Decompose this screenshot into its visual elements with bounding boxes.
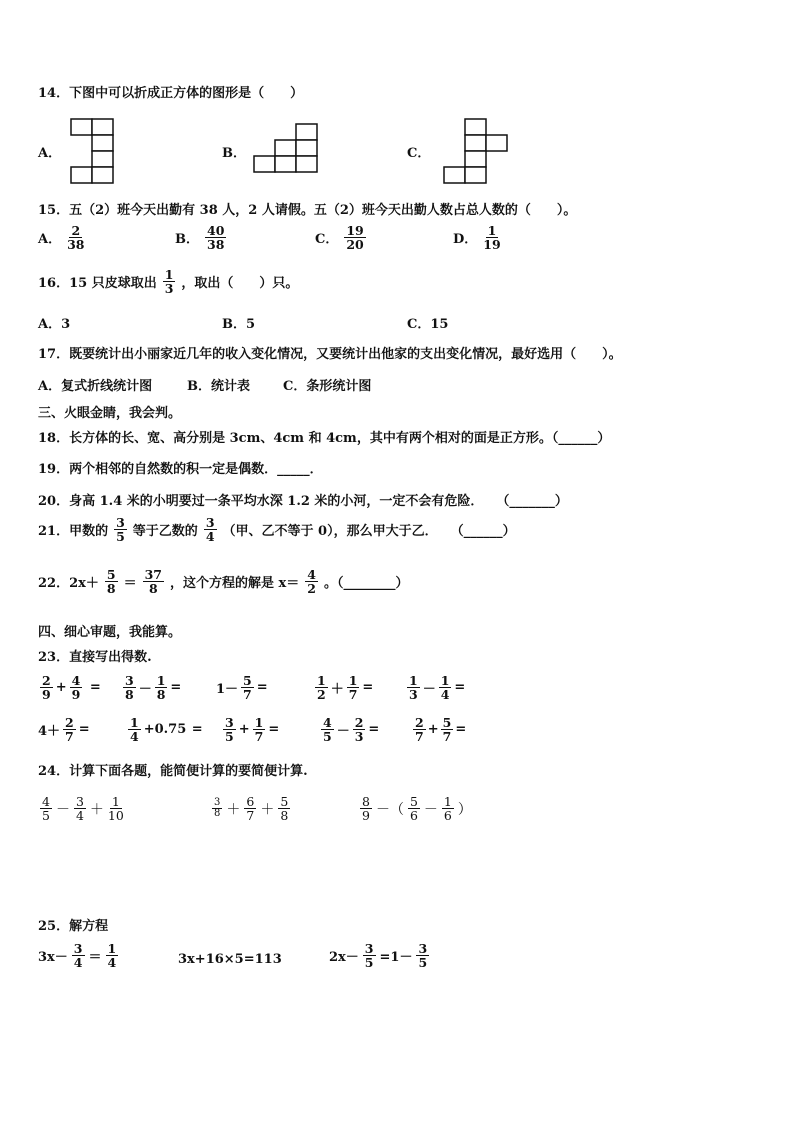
q23-item-8 [221, 716, 279, 743]
question-15-stem: 15．五（2）班今天出勤有 38 人，2 人请假。五（2）班今天出勤人数占总人数的（ ）。 [38, 203, 577, 218]
fraction [278, 795, 290, 822]
operator: － [138, 682, 152, 698]
stem-post: 。（________） [324, 576, 409, 592]
q23-item-9 [319, 716, 379, 743]
numerator: 1 [107, 941, 117, 956]
numerator: 3 [225, 715, 234, 730]
equals-sign: = [268, 722, 280, 738]
denominator: 8 [156, 687, 166, 703]
fraction [315, 674, 328, 701]
option-label: C． [315, 232, 339, 248]
denominator: 8 [148, 581, 158, 597]
denominator: 7 [415, 729, 424, 745]
numerator: 1 [164, 267, 174, 282]
option-label: B． [175, 232, 199, 248]
fraction [114, 516, 127, 543]
denominator: 3 [409, 687, 418, 703]
question-20: 20．身高 1.4 米的小明要过一条平均水深 1.2 米的小河，一定不会有危险． （_______） [38, 494, 568, 509]
fraction [241, 674, 254, 701]
denominator: 4 [130, 729, 139, 745]
numerator: 1 [487, 223, 497, 238]
q16-option-a: A．3 [38, 317, 71, 332]
fraction [321, 716, 334, 743]
denominator: 4 [75, 808, 84, 824]
operator: + [55, 680, 67, 696]
denominator: 5 [418, 955, 428, 971]
stem-pre: 22．2x＋ [38, 576, 99, 592]
fraction [363, 942, 376, 969]
operator: －（ [375, 801, 404, 818]
numerator: 2 [415, 715, 424, 730]
denominator: 8 [214, 808, 221, 820]
question-19: 19．两个相邻的自然数的积一定是偶数．_____． [38, 462, 323, 477]
equals-sign: = [362, 680, 374, 696]
section-3-heading: 三、火眼金睛，我会判。 [38, 406, 182, 421]
fraction [108, 795, 124, 822]
equals-sign: ＝ [123, 576, 137, 592]
equals-sign: = [187, 722, 203, 738]
numerator: 1 [130, 715, 139, 730]
denominator: 38 [67, 237, 85, 253]
q23-item-5 [405, 674, 465, 701]
denominator: 38 [207, 237, 225, 253]
fraction [204, 516, 217, 543]
numerator: 1 [156, 673, 166, 688]
fraction [106, 942, 119, 969]
stem-post: （甲、乙不等于 0），那么甲大于乙． （______） [222, 524, 516, 540]
q23-item-7 [126, 716, 203, 743]
denominator: 9 [71, 687, 81, 703]
stem-pre: 21．甲数的 [38, 524, 109, 540]
fraction [128, 716, 141, 743]
fraction [407, 674, 420, 701]
fraction [40, 795, 52, 822]
fraction [244, 795, 256, 822]
denominator: 10 [107, 808, 124, 824]
fraction [212, 798, 222, 820]
fraction [408, 795, 420, 822]
cube-net-a-figure [68, 118, 116, 188]
denominator: 4 [440, 687, 450, 703]
option-c-label: C． [407, 146, 431, 161]
question-14-stem: 14．下图中可以折成正方体的图形是（ ） [38, 86, 304, 101]
numerator: 5 [106, 567, 116, 582]
operator: + [427, 722, 439, 738]
denominator: 7 [442, 729, 452, 745]
fraction [155, 674, 168, 701]
fraction [40, 674, 53, 701]
denominator: 7 [243, 687, 252, 703]
numerator: 3 [75, 794, 84, 809]
numerator: 3 [125, 673, 134, 688]
q17-option-a: A．复式折线统计图 [38, 379, 153, 394]
cube-net-b-figure [253, 123, 323, 173]
question-21 [38, 516, 516, 543]
denominator: 5 [323, 729, 332, 745]
question-18: 18．长方体的长、宽、高分别是 3cm、4cm 和 4cm，其中有两个相对的面是正方形。（______） [38, 431, 611, 446]
option-b-label: B． [222, 146, 246, 161]
numerator: 5 [409, 794, 418, 809]
q15-option-d [453, 224, 503, 251]
denominator: 7 [348, 687, 358, 703]
operator: ＋ [260, 801, 275, 818]
q16-option-b: B．5 [222, 317, 256, 332]
numerator: 2 [65, 715, 74, 730]
q17-option-b: B．统计表 [187, 379, 250, 394]
fraction [223, 716, 236, 743]
numerator: 2 [354, 715, 364, 730]
equation-pre: 2x－ [329, 950, 359, 966]
denominator: 4 [107, 955, 117, 971]
numerator: 5 [243, 673, 252, 688]
numerator: 4 [323, 715, 332, 730]
equals-sign: = [85, 680, 101, 696]
denominator: 6 [443, 808, 452, 824]
fraction [163, 268, 176, 295]
q24-expression-2 [210, 795, 292, 822]
fraction [143, 568, 164, 595]
operator: + [238, 722, 250, 738]
numerator: 37 [144, 567, 163, 582]
equals-sign: = [368, 722, 380, 738]
equals-sign: ＝ [88, 950, 102, 966]
denominator: 6 [409, 808, 418, 824]
numerator: 3 [214, 796, 221, 808]
fraction [105, 568, 118, 595]
question-24-stem: 24．计算下面各题，能简便计算的要简便计算. [38, 764, 308, 779]
fraction [74, 795, 86, 822]
numerator: 1 [440, 673, 450, 688]
option-label: A． [38, 232, 62, 248]
denominator: 19 [483, 237, 501, 253]
operator: － [336, 724, 350, 740]
equation-pre: 3x－ [38, 950, 68, 966]
question-17-stem: 17．既要统计出小丽家近几年的收入变化情况，又要统计出他家的支出变化情况，最好选用（ ）。 [38, 347, 622, 362]
equals-sign: = [455, 722, 467, 738]
q15-option-c [315, 224, 368, 251]
q25-equation-2: 3x+16×5=113 [178, 952, 282, 967]
fraction [205, 224, 226, 251]
close-paren: ） [457, 801, 472, 818]
denominator: 7 [254, 729, 264, 745]
equals-sign: = [256, 680, 268, 696]
numerator: 4 [307, 567, 316, 582]
denominator: 3 [354, 729, 364, 745]
lead-term: 4＋ [38, 724, 61, 740]
cube-net-c-figure [443, 118, 513, 186]
numerator: 3 [205, 515, 215, 530]
numerator: 19 [346, 223, 364, 238]
denominator: 2 [307, 581, 316, 597]
numerator: 2 [42, 673, 51, 688]
q23-item-1 [38, 674, 101, 701]
q24-expression-1 [38, 795, 126, 822]
fraction [441, 716, 454, 743]
numerator: 1 [443, 794, 452, 809]
denominator: 5 [364, 955, 374, 971]
q23-item-2 [121, 674, 181, 701]
question-16-stem [38, 268, 298, 295]
operator: ＋ [89, 801, 104, 818]
stem-pre: 16．15 只皮球取出 [38, 276, 157, 292]
q16-option-c: C．15 [407, 317, 449, 332]
numerator: 3 [116, 515, 125, 530]
fraction [353, 716, 366, 743]
q25-equation-3 [329, 942, 431, 969]
fraction [253, 716, 266, 743]
numerator: 1 [317, 673, 326, 688]
equals-sign: = [78, 722, 90, 738]
numerator: 1 [111, 794, 120, 809]
numerator: 1 [254, 715, 264, 730]
q25-equation-1 [38, 942, 120, 969]
q24-expression-3 [358, 795, 472, 822]
fraction [442, 795, 454, 822]
question-22 [38, 568, 409, 595]
denominator: 9 [42, 687, 51, 703]
numerator: 4 [71, 673, 81, 688]
denominator: 5 [42, 808, 50, 824]
fraction [416, 942, 429, 969]
numerator: 8 [362, 794, 370, 809]
numerator: 3 [73, 941, 83, 956]
option-label: D． [453, 232, 478, 248]
operator: ＋ [226, 801, 241, 818]
denominator: 5 [225, 729, 234, 745]
numerator: 3 [364, 941, 374, 956]
q15-option-a [38, 224, 87, 251]
numerator: 1 [409, 673, 418, 688]
denominator: 8 [280, 808, 289, 824]
numerator: 5 [442, 715, 452, 730]
equals-sign: = [454, 680, 466, 696]
option-a-label: A． [38, 146, 62, 161]
fraction [63, 716, 76, 743]
denominator: 2 [317, 687, 326, 703]
fraction [360, 795, 372, 822]
q17-option-c: C．条形统计图 [283, 379, 372, 394]
q23-item-4 [313, 674, 373, 701]
operator: － [422, 682, 436, 698]
fraction [305, 568, 318, 595]
stem-mid: ，这个方程的解是 x＝ [170, 576, 300, 592]
fraction [344, 224, 365, 251]
fraction [483, 224, 500, 251]
q15-option-b [175, 224, 228, 251]
q23-item-6 [38, 716, 90, 743]
denominator: 7 [246, 808, 255, 824]
numerator: 40 [207, 223, 225, 238]
denominator: 3 [164, 281, 174, 297]
operator: ＋ [330, 682, 344, 698]
q23-item-3 [216, 674, 268, 701]
operator: +0.75 [143, 722, 187, 738]
denominator: 8 [125, 687, 134, 703]
equals-sign: =1－ [379, 950, 413, 966]
denominator: 5 [116, 529, 125, 545]
lead-term: 1－ [216, 682, 239, 698]
stem-post: ，取出（ ）只。 [181, 276, 299, 292]
fraction [67, 224, 84, 251]
fraction [413, 716, 426, 743]
denominator: 8 [106, 581, 116, 597]
fraction [72, 942, 85, 969]
numerator: 6 [246, 794, 255, 809]
fraction [70, 674, 83, 701]
numerator: 1 [348, 673, 358, 688]
operator: － [423, 801, 438, 818]
fraction [439, 674, 452, 701]
question-23-stem: 23．直接写出得数. [38, 650, 152, 665]
question-25-stem: 25．解方程 [38, 919, 109, 934]
numerator: 2 [71, 223, 81, 238]
operator: － [55, 801, 70, 818]
section-4-heading: 四、细心审题，我能算。 [38, 625, 182, 640]
equals-sign: = [170, 680, 182, 696]
denominator: 9 [362, 808, 370, 824]
denominator: 4 [73, 955, 83, 971]
stem-mid: 等于乙数的 [132, 524, 198, 540]
fraction [347, 674, 360, 701]
denominator: 7 [65, 729, 74, 745]
denominator: 4 [205, 529, 215, 545]
denominator: 20 [346, 237, 364, 253]
numerator: 4 [42, 794, 50, 809]
fraction [123, 674, 136, 701]
q23-item-10 [411, 716, 466, 743]
numerator: 5 [280, 794, 289, 809]
numerator: 3 [418, 941, 428, 956]
